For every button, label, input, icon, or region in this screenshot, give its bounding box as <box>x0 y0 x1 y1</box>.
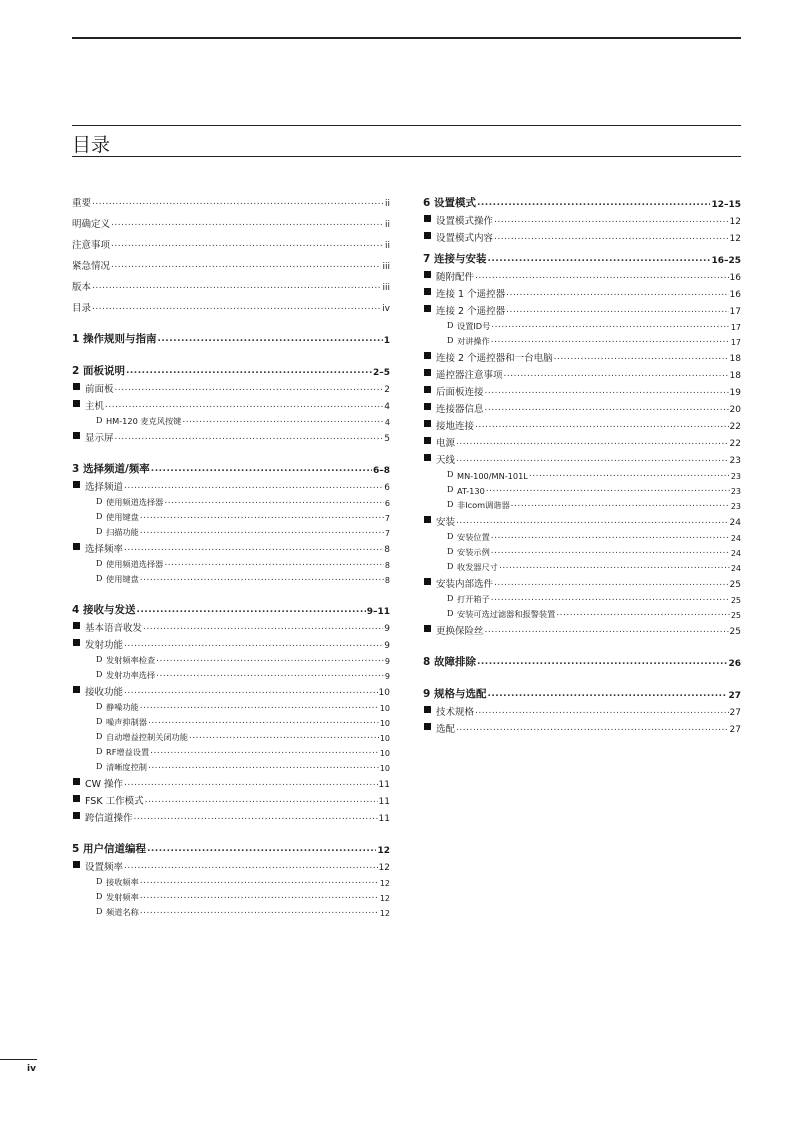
toc-entry-label: 3 选择频道/频率 <box>72 463 150 475</box>
toc-entry-page: 9 <box>384 624 390 634</box>
toc-subsection-entry[interactable] <box>72 743 390 758</box>
toc-chapter-entry[interactable] <box>423 647 741 669</box>
toc-section-entry[interactable] <box>72 681 390 698</box>
dot-leader <box>140 906 379 916</box>
toc-entry-page: 17 <box>729 307 741 317</box>
toc-subsection-entry[interactable] <box>72 493 390 508</box>
toc-section-entry[interactable] <box>423 415 741 432</box>
dot-leader <box>499 561 730 571</box>
toc-entry-label: 接收功能 <box>85 687 124 698</box>
toc-section-entry[interactable] <box>423 398 741 415</box>
dot-leader <box>475 271 729 281</box>
toc-section-entry[interactable] <box>423 227 741 244</box>
toc-entry-label: 版本 <box>72 282 92 293</box>
toc-entry-page: 12–15 <box>711 200 741 210</box>
dot-leader <box>491 320 730 330</box>
dot-leader <box>491 531 730 541</box>
dot-leader <box>556 608 730 618</box>
toc-entry-page: 25 <box>730 596 741 605</box>
toc-spacer <box>423 669 741 679</box>
toc-entry-page: 12 <box>378 863 390 873</box>
dot-leader <box>140 701 379 711</box>
dot-leader <box>491 593 730 603</box>
toc-entry-page: 24 <box>730 534 741 543</box>
toc-subsection-entry[interactable] <box>72 903 390 918</box>
toc-entry-label: 重要 <box>72 198 92 209</box>
toc-entry-page: 24 <box>729 518 741 528</box>
toc-entry-page: 23 <box>729 456 741 466</box>
toc-entry-label: D 使用频道选择器 <box>106 559 164 569</box>
dot-leader <box>124 686 378 696</box>
toc-entry-page: 4 <box>384 418 390 427</box>
toc-entry-label: D RF增益设置 <box>106 747 150 757</box>
toc-spacer <box>72 824 390 834</box>
toc-subsection-entry[interactable] <box>72 758 390 773</box>
toc-subsection-entry[interactable] <box>423 496 741 511</box>
toc-entry[interactable] <box>72 209 390 230</box>
dot-leader <box>491 335 730 345</box>
toc-spacer <box>72 314 390 324</box>
toc-entry-label: 8 故障排除 <box>423 656 476 668</box>
toc-entry[interactable] <box>72 230 390 251</box>
dot-leader <box>148 716 379 726</box>
toc-chapter-entry[interactable] <box>72 454 390 476</box>
dot-leader <box>126 366 372 376</box>
dot-leader <box>92 302 381 312</box>
toc-subsection-entry[interactable] <box>72 523 390 538</box>
toc-subsection-entry[interactable] <box>72 651 390 666</box>
dot-leader <box>124 861 378 871</box>
toc-entry-label: 4 接收与发送 <box>72 604 136 616</box>
toc-entry-label: 随附配件 <box>436 272 475 283</box>
title-bottom-rule <box>72 156 741 157</box>
toc-entry-page: 8 <box>384 561 390 570</box>
toc-chapter-entry[interactable] <box>423 188 741 210</box>
toc-entry-label: 显示屏 <box>85 433 114 444</box>
toc-entry-page: 23 <box>730 502 741 511</box>
toc-entry-page: 12 <box>379 894 390 903</box>
toc-section-entry[interactable] <box>72 856 390 873</box>
dot-leader <box>504 369 729 379</box>
toc-subsection-entry[interactable] <box>72 713 390 728</box>
dot-leader <box>111 239 384 249</box>
dot-leader <box>456 516 729 526</box>
toc-entry-label: CW 操作 <box>85 779 124 790</box>
toc-entry-page: 5 <box>384 434 390 444</box>
toc-entry-label: 电源 <box>436 438 456 449</box>
toc-entry-page: 24 <box>730 564 741 573</box>
toc-entry-page: 10 <box>378 688 390 698</box>
toc-subsection-entry[interactable] <box>423 466 741 481</box>
dot-leader <box>486 484 730 494</box>
toc-entry-label: 选择频道 <box>85 482 124 493</box>
dot-leader <box>148 761 379 771</box>
toc-entry-page: 18 <box>729 354 741 364</box>
dot-leader <box>494 232 729 242</box>
toc-entry-page: 9–11 <box>366 607 390 617</box>
toc-subsection-entry[interactable] <box>72 508 390 523</box>
dot-leader <box>494 215 729 225</box>
dot-leader <box>485 386 729 396</box>
toc-entry-page: 12 <box>379 879 390 888</box>
dot-leader <box>164 496 384 506</box>
toc-entry[interactable] <box>72 272 390 293</box>
dot-leader <box>456 437 729 447</box>
toc-entry-label: D 频道名称 <box>106 907 139 917</box>
toc-entry-label: D 安装可选过滤器和报警装置 <box>457 609 556 619</box>
toc-section-entry[interactable] <box>423 573 741 590</box>
toc-entry-label: 前面板 <box>85 384 114 395</box>
toc-entry-label: D 打开箱子 <box>457 594 490 604</box>
dot-leader <box>456 723 729 733</box>
toc-entry-page: 6–8 <box>372 466 390 476</box>
toc-entry-label: 设置频率 <box>85 862 124 873</box>
toc-subsection-entry[interactable] <box>72 412 390 427</box>
toc-entry-label: 发射功能 <box>85 640 124 651</box>
dot-leader <box>456 454 729 464</box>
toc-entry-page: 24 <box>730 549 741 558</box>
toc-entry-page: 22 <box>729 422 741 432</box>
toc-entry-label: 选择频率 <box>85 544 124 555</box>
toc-entry-page: 9 <box>384 657 390 666</box>
dot-leader <box>145 795 378 805</box>
top-rule <box>72 37 741 39</box>
dot-leader <box>134 812 378 822</box>
toc-section-entry[interactable] <box>423 718 741 735</box>
dot-leader <box>477 657 728 667</box>
toc-entry-page: 6 <box>384 483 390 493</box>
toc-chapter-entry[interactable] <box>72 324 390 346</box>
toc-entry-label: D 对讲操作 <box>457 336 490 346</box>
toc-entry-label: 主机 <box>85 401 105 412</box>
toc-subsection-entry[interactable] <box>72 728 390 743</box>
toc-spacer <box>72 585 390 595</box>
toc-spacer <box>72 444 390 454</box>
dot-leader <box>124 778 378 788</box>
title-top-rule <box>72 125 741 126</box>
toc-section-entry[interactable] <box>423 300 741 317</box>
toc-entry-page: 17 <box>730 338 741 347</box>
toc-entry-page: 10 <box>379 734 390 743</box>
toc-subsection-entry[interactable] <box>423 317 741 332</box>
toc-entry-label: D 安装位置 <box>457 532 490 542</box>
toc-section-entry[interactable] <box>72 476 390 493</box>
dot-leader <box>124 543 383 553</box>
toc-entry-page: 2 <box>384 385 390 395</box>
footer-rule <box>0 1059 37 1060</box>
toc-entry-label: D 噪声抑制器 <box>106 717 147 727</box>
dot-leader <box>156 654 384 664</box>
page-title: 目录 <box>72 134 111 156</box>
dot-leader <box>140 511 384 521</box>
toc-subsection-entry[interactable] <box>72 888 390 903</box>
toc-entry-label: D 使用键盘 <box>106 574 139 584</box>
toc-subsection-entry[interactable] <box>72 873 390 888</box>
toc-section-entry[interactable] <box>423 701 741 718</box>
toc-entry-label: D 安装示例 <box>457 547 490 557</box>
toc-section-entry[interactable] <box>423 511 741 528</box>
toc-entry-page: iii <box>382 283 390 293</box>
toc-entry-page: 2–5 <box>372 368 390 378</box>
dot-leader <box>105 400 383 410</box>
dot-leader <box>111 260 381 270</box>
toc-entry-page: 27 <box>728 691 741 701</box>
dot-leader <box>143 622 383 632</box>
toc-entry-page: iv <box>382 304 390 314</box>
dot-leader <box>140 526 384 536</box>
toc-entry-page: 25 <box>730 611 741 620</box>
toc-entry-label: 设置模式内容 <box>436 233 494 244</box>
toc-right-column <box>423 188 741 735</box>
toc-entry-page: 10 <box>379 764 390 773</box>
toc-entry-label: D 使用键盘 <box>106 512 139 522</box>
toc-section-entry[interactable] <box>72 773 390 790</box>
toc-left-column <box>72 188 390 918</box>
dot-leader <box>554 352 729 362</box>
dot-leader <box>494 578 729 588</box>
toc-entry-page: 25 <box>729 580 741 590</box>
toc-entry-page: 12 <box>729 217 741 227</box>
dot-leader <box>92 197 384 207</box>
dot-leader <box>156 669 384 679</box>
dot-leader <box>115 432 384 442</box>
dot-leader <box>164 558 384 568</box>
toc-subsection-entry[interactable] <box>72 698 390 713</box>
toc-entry-label: 遥控器注意事项 <box>436 370 503 381</box>
toc-subsection-entry[interactable] <box>423 590 741 605</box>
toc-entry-page: 18 <box>729 371 741 381</box>
dot-leader <box>529 469 730 479</box>
toc-entry-label: 9 规格与选配 <box>423 688 487 700</box>
toc-entry-label: 更换保险丝 <box>436 626 484 637</box>
toc-entry-label: 紧急情况 <box>72 261 111 272</box>
toc-chapter-entry[interactable] <box>423 244 741 266</box>
toc-subsection-entry[interactable] <box>423 332 741 347</box>
toc-section-entry[interactable] <box>423 364 741 381</box>
dot-leader <box>487 689 727 699</box>
toc-entry-label: 接地连接 <box>436 421 475 432</box>
toc-entry-label: 目录 <box>72 303 92 314</box>
toc-entry-page: 7 <box>384 529 390 538</box>
toc-subsection-entry[interactable] <box>423 481 741 496</box>
toc-entry-label: 明确定义 <box>72 219 111 230</box>
toc-entry-label: 6 设置模式 <box>423 197 476 209</box>
toc-entry-label: 技术规格 <box>436 707 475 718</box>
toc-chapter-entry[interactable] <box>72 834 390 856</box>
toc-entry-page: 6 <box>384 499 390 508</box>
toc-entry-page: 11 <box>378 797 390 807</box>
dot-leader <box>487 254 710 264</box>
toc-entry-page: 16 <box>729 290 741 300</box>
toc-entry[interactable] <box>72 188 390 209</box>
toc-entry-label: D 接收频率 <box>106 877 139 887</box>
toc-entry-label: 注意事项 <box>72 240 111 251</box>
toc-entry-label: 连接器信息 <box>436 404 484 415</box>
toc-entry-page: 23 <box>730 487 741 496</box>
toc-section-entry[interactable] <box>72 807 390 824</box>
toc-entry-label: D HM-120 麦克风按键 <box>106 416 182 426</box>
dot-leader <box>189 731 379 741</box>
dot-leader <box>140 891 379 901</box>
toc-section-entry[interactable] <box>72 538 390 555</box>
toc-entry-page: 16–25 <box>711 256 741 266</box>
dot-leader <box>491 546 730 556</box>
toc-entry-label: 基本语音收发 <box>85 623 143 634</box>
toc-entry-label: 安装 <box>436 517 456 528</box>
toc-section-entry[interactable] <box>423 381 741 398</box>
toc-entry-page: 8 <box>384 545 390 555</box>
toc-section-entry[interactable] <box>423 210 741 227</box>
toc-entry-label: 选配 <box>436 724 456 735</box>
toc-section-entry[interactable] <box>72 634 390 651</box>
toc-spacer <box>423 637 741 647</box>
dot-leader <box>136 605 365 615</box>
toc-entry-page: 9 <box>384 672 390 681</box>
toc-subsection-entry[interactable] <box>72 555 390 570</box>
dot-leader <box>111 218 384 228</box>
toc-entry-page: 1 <box>383 336 390 346</box>
toc-section-entry[interactable] <box>423 266 741 283</box>
toc-entry-page: 23 <box>730 472 741 481</box>
toc-entry-label: 1 操作规则与指南 <box>72 333 157 345</box>
dot-leader <box>124 639 383 649</box>
toc-section-entry[interactable] <box>423 620 741 637</box>
footer-page-number: iv <box>27 1064 36 1074</box>
dot-leader <box>506 288 728 298</box>
toc-entry-page: 9 <box>384 641 390 651</box>
toc-entry-label: D 设置ID号 <box>457 321 491 331</box>
toc-chapter-entry[interactable] <box>72 356 390 378</box>
toc-entry-page: 22 <box>729 439 741 449</box>
toc-entry[interactable] <box>72 251 390 272</box>
dot-leader <box>506 305 728 315</box>
dot-leader <box>157 334 382 344</box>
toc-entry-label: D 发射频率检查 <box>106 655 156 665</box>
dot-leader <box>140 876 379 886</box>
toc-entry-label: 7 连接与安装 <box>423 253 487 265</box>
dot-leader <box>475 706 729 716</box>
toc-entry-page: 10 <box>379 719 390 728</box>
toc-entry-page: ii <box>384 220 390 230</box>
dot-leader <box>150 746 379 756</box>
toc-entry-label: 5 用户信道编程 <box>72 843 146 855</box>
toc-entry-page: 12 <box>379 909 390 918</box>
dot-leader <box>485 625 729 635</box>
toc-entry-label: FSK 工作模式 <box>85 796 144 807</box>
toc-section-entry[interactable] <box>72 427 390 444</box>
toc-entry-label: D 自动增益控制关闭功能 <box>106 732 188 742</box>
toc-entry-page: 10 <box>379 749 390 758</box>
toc-chapter-entry[interactable] <box>72 595 390 617</box>
toc-entry-label: D 扫描功能 <box>106 527 139 537</box>
toc-entry-page: 8 <box>384 576 390 585</box>
dot-leader <box>124 481 383 491</box>
toc-entry-label: 安装内部选件 <box>436 579 494 590</box>
toc-entry-page: 25 <box>729 627 741 637</box>
toc-entry-page: ii <box>384 199 390 209</box>
toc-entry-label: 后面板连接 <box>436 387 484 398</box>
toc-entry-page: 19 <box>729 388 741 398</box>
dot-leader <box>477 198 710 208</box>
toc-entry[interactable] <box>72 293 390 314</box>
toc-section-entry[interactable] <box>423 449 741 466</box>
dot-leader <box>92 281 381 291</box>
dot-leader <box>140 573 384 583</box>
toc-entry-label: 天线 <box>436 455 456 466</box>
toc-entry-page: 17 <box>730 323 741 332</box>
toc-entry-label: 跨信道操作 <box>85 813 133 824</box>
dot-leader <box>485 403 729 413</box>
toc-subsection-entry[interactable] <box>423 558 741 573</box>
toc-entry-page: 12 <box>377 846 390 856</box>
toc-entry-label: D 发射频率 <box>106 892 139 902</box>
toc-entry-page: 11 <box>378 780 390 790</box>
toc-entry-label: 2 面板说明 <box>72 365 125 377</box>
toc-entry-page: 7 <box>384 514 390 523</box>
toc-subsection-entry[interactable] <box>72 666 390 681</box>
dot-leader <box>475 420 729 430</box>
toc-entry-label: D AT-130 <box>457 486 485 496</box>
toc-subsection-entry[interactable] <box>423 543 741 558</box>
toc-subsection-entry[interactable] <box>72 570 390 585</box>
toc-section-entry[interactable] <box>423 283 741 300</box>
toc-entry-page: ii <box>384 241 390 251</box>
toc-entry-page: 10 <box>379 704 390 713</box>
toc-entry-page: iii <box>382 262 390 272</box>
dot-leader <box>151 464 372 474</box>
toc-entry-page: 4 <box>384 402 390 412</box>
toc-entry-page: 20 <box>729 405 741 415</box>
toc-entry-page: 11 <box>378 814 390 824</box>
toc-spacer <box>72 346 390 356</box>
toc-section-entry[interactable] <box>72 790 390 807</box>
toc-section-entry[interactable] <box>423 432 741 449</box>
toc-entry-label: 连接 1 个遥控器 <box>436 289 506 300</box>
toc-section-entry[interactable] <box>72 395 390 412</box>
toc-entry-label: D 静噪功能 <box>106 702 139 712</box>
toc-chapter-entry[interactable] <box>423 679 741 701</box>
toc-entry-label: 连接 2 个遥控器 <box>436 306 506 317</box>
dot-leader <box>182 415 384 425</box>
dot-leader <box>511 499 730 509</box>
dot-leader <box>115 383 384 393</box>
toc-entry-label: D 发射功率选择 <box>106 670 156 680</box>
dot-leader <box>147 844 377 854</box>
toc-entry-page: 16 <box>729 273 741 283</box>
toc-entry-page: 27 <box>729 725 741 735</box>
toc-entry-page: 12 <box>729 234 741 244</box>
toc-entry-page: 27 <box>729 708 741 718</box>
toc-section-entry[interactable] <box>423 347 741 364</box>
toc-entry-label: D MN-100/MN-101L <box>457 471 528 481</box>
toc-subsection-entry[interactable] <box>423 605 741 620</box>
toc-section-entry[interactable] <box>72 617 390 634</box>
toc-entry-page: 26 <box>728 659 741 669</box>
toc-section-entry[interactable] <box>72 378 390 395</box>
toc-entry-label: D 非Icom调谐器 <box>457 500 510 510</box>
toc-entry-label: 连接 2 个遥控器和一台电脑 <box>436 353 553 364</box>
toc-entry-label: D 清晰度控制 <box>106 762 147 772</box>
toc-entry-label: D 使用频道选择器 <box>106 497 164 507</box>
toc-entry-label: 设置模式操作 <box>436 216 494 227</box>
toc-entry-label: D 收发器尺寸 <box>457 562 498 572</box>
toc-subsection-entry[interactable] <box>423 528 741 543</box>
